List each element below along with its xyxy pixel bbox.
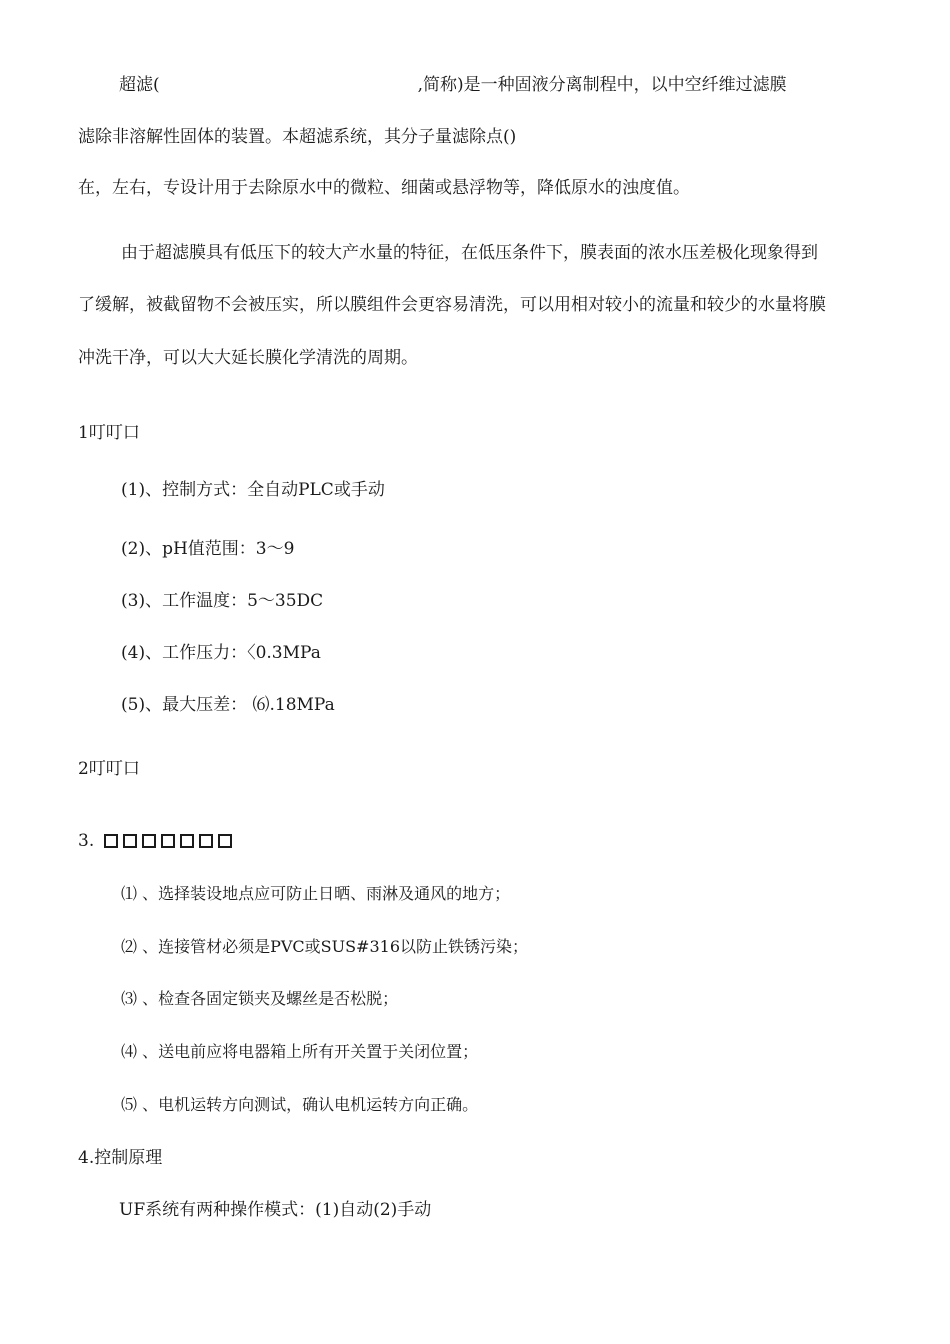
section1-item: (4)、工作压力：〈0.3MPa bbox=[121, 643, 321, 663]
intro-line-1-end: ,简称)是一种固液分离制程中，以中空纤维过滤膜 bbox=[417, 75, 787, 95]
placeholder-box bbox=[123, 834, 137, 848]
placeholder-box bbox=[142, 834, 156, 848]
section3-item: ⑴ 、选择装设地点应可防止日晒、雨淋及通风的地方； bbox=[121, 884, 511, 903]
section1-item: (2)、pH值范围：3〜9 bbox=[121, 539, 295, 559]
intro-line-2: 滤除非溶解性固体的装置。本超滤系统，其分子量滤除点() bbox=[78, 127, 517, 147]
section3-heading-boxes bbox=[104, 831, 237, 851]
placeholder-box bbox=[104, 834, 118, 848]
section1-item: (1)、控制方式：全自动PLC或手动 bbox=[121, 480, 385, 500]
section1-item: (5)、最大压差： ⑹.18MPa bbox=[121, 695, 335, 715]
section4-heading: 4.控制原理 bbox=[78, 1148, 163, 1168]
section3-item: ⑶ 、检查各固定锁夹及螺丝是否松脱； bbox=[121, 989, 399, 1008]
section4-body: UF系统有两种操作模式：(1)自动(2)手动 bbox=[119, 1200, 432, 1220]
para2-line-2: 了缓解，被截留物不会被压实，所以膜组件会更容易清洗，可以用相对较小的流量和较少的水量将膜 bbox=[78, 295, 826, 315]
section3-heading-number: 3. bbox=[78, 831, 95, 851]
intro-line-1 bbox=[119, 73, 787, 97]
section3-item: ⑷ 、送电前应将电器箱上所有开关置于关闭位置； bbox=[121, 1042, 479, 1061]
placeholder-box bbox=[161, 834, 175, 848]
section3-heading bbox=[78, 829, 237, 853]
para2-line-1: 由于超滤膜具有低压下的较大产水量的特征，在低压条件下，膜表面的浓水压差极化现象得到 bbox=[121, 243, 818, 263]
para2-line-3: 冲洗干净，可以大大延长膜化学清洗的周期。 bbox=[78, 348, 418, 368]
section1-item: (3)、工作温度：5〜35DC bbox=[121, 591, 324, 611]
intro-line-1-start: 超滤( bbox=[119, 75, 160, 95]
section2-heading: 2叮叮口 bbox=[78, 759, 140, 779]
placeholder-box bbox=[199, 834, 213, 848]
placeholder-box bbox=[218, 834, 232, 848]
section3-item: ⑵ 、连接管材必须是PVC或SUS#316以防止铁锈污染； bbox=[121, 937, 529, 956]
section1-heading: 1叮叮口 bbox=[78, 423, 140, 443]
intro-line-3: 在，左右，专设计用于去除原水中的微粒、细菌或悬浮物等，降低原水的浊度值。 bbox=[78, 178, 690, 198]
section3-item: ⑸ 、电机运转方向测试，确认电机运转方向正确。 bbox=[121, 1095, 479, 1114]
placeholder-box bbox=[180, 834, 194, 848]
